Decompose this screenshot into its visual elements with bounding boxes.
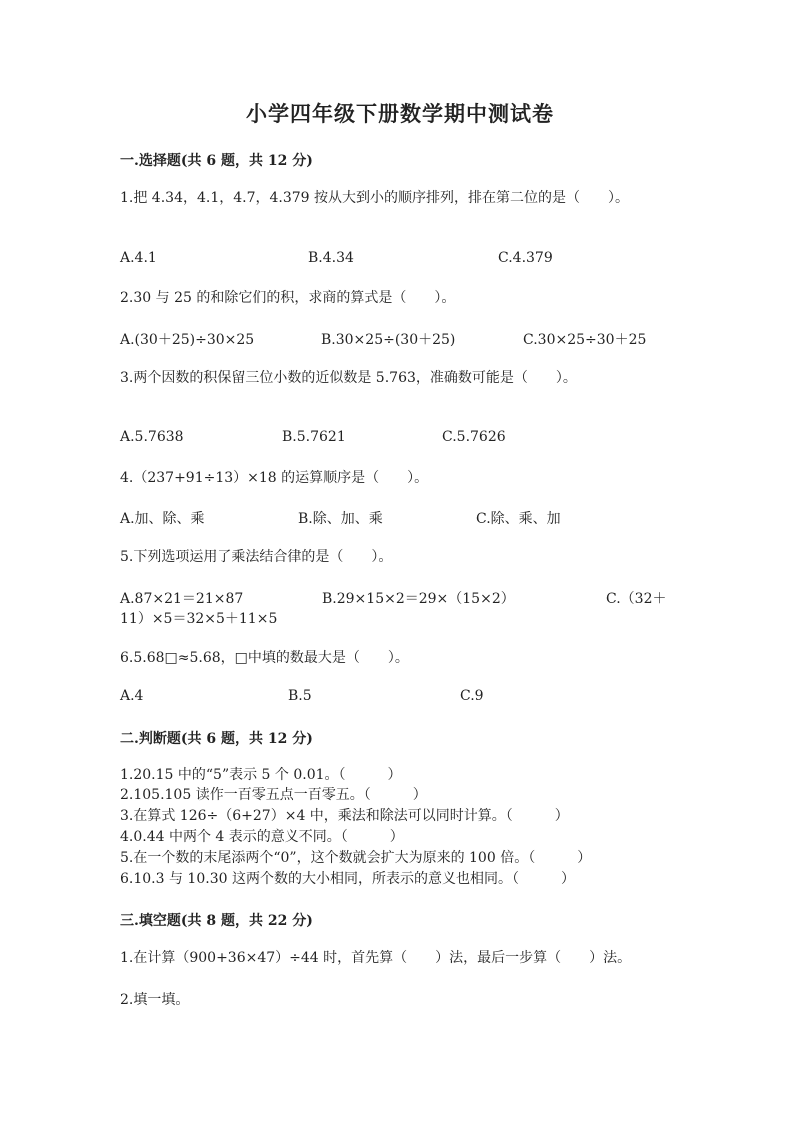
question-text: 1.在计算（900+36×47）÷44 时，首先算（ ）法，最后一步算（ ）法。: [120, 950, 632, 966]
question-text: 5.在一个数的末尾添两个“0”，这个数就会扩大为原来的 100 倍。（ ）: [120, 850, 592, 866]
option-b: B.5.7621: [282, 429, 346, 445]
option-a: A.(30＋25)÷30×25: [120, 332, 255, 348]
option-c: C.9: [460, 688, 484, 704]
option-a: A.4.1: [120, 250, 157, 266]
option-b: B.30×25÷(30＋25): [321, 332, 456, 348]
question-text: 6.5.68□≈5.68，□中填的数最大是（ ）。: [120, 650, 409, 666]
option-c: C.30×25÷30＋25: [523, 332, 647, 348]
option-a: A.4: [120, 688, 144, 704]
option-c-continued: 11）×5＝32×5＋11×5: [120, 611, 278, 627]
option-b: B.5: [288, 688, 312, 704]
section-heading-fill: 三.填空题(共 8 题，共 22 分): [120, 913, 313, 929]
question-text: 4.0.44 中两个 4 表示的意义不同。（ ）: [120, 829, 404, 845]
question-text: 3.两个因数的积保留三位小数的近似数是 5.763，准确数可能是（ ）。: [120, 370, 577, 386]
option-c: C.（32＋: [606, 591, 667, 607]
option-b: B.29×15×2＝29×（15×2）: [322, 591, 515, 607]
question-text: 2.填一填。: [120, 992, 190, 1008]
question-text: 2.30 与 25 的和除它们的积，求商的算式是（ ）。: [120, 290, 456, 306]
option-b: B.除、加、乘: [298, 511, 383, 527]
question-text: 3.在算式 126÷（6+27）×4 中，乘法和除法可以同时计算。（ ）: [120, 808, 569, 824]
question-text: 1.把 4.34，4.1，4.7，4.379 按从大到小的顺序排列，排在第二位的是（ ）。: [120, 190, 630, 206]
option-c: C.4.379: [498, 250, 553, 266]
question-text: 2.105.105 读作一百零五点一百零五。（ ）: [120, 787, 427, 803]
section-heading-judgement: 二.判断题(共 6 题，共 12 分): [120, 731, 313, 747]
question-text: 1.20.15 中的“5”表示 5 个 0.01。（ ）: [120, 767, 402, 783]
question-text: 6.10.3 与 10.30 这两个数的大小相同，所表示的意义也相同。（ ）: [120, 871, 575, 887]
option-b: B.4.34: [308, 250, 354, 266]
page-title: 小学四年级下册数学期中测试卷: [246, 101, 554, 126]
option-a: A.加、除、乘: [120, 511, 205, 527]
section-heading-choice: 一.选择题(共 6 题，共 12 分): [120, 153, 313, 169]
question-text: 4.（237+91÷13）×18 的运算顺序是（ ）。: [120, 470, 429, 486]
option-c: C.5.7626: [442, 429, 506, 445]
question-text: 5.下列选项运用了乘法结合律的是（ ）。: [120, 549, 393, 565]
option-a: A.87×21＝21×87: [120, 591, 244, 607]
option-a: A.5.7638: [120, 429, 184, 445]
option-c: C.除、乘、加: [476, 511, 561, 527]
